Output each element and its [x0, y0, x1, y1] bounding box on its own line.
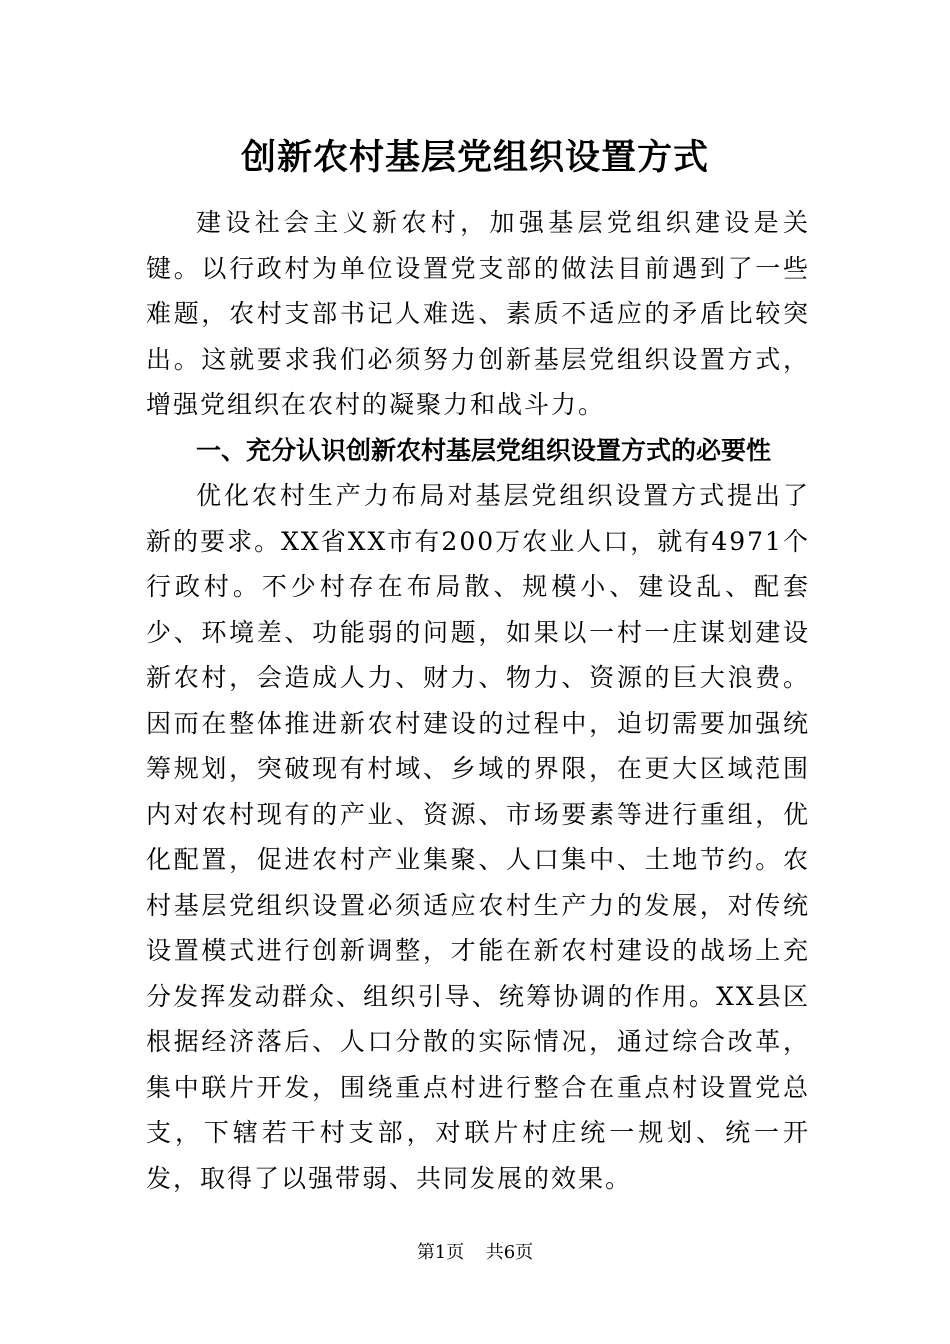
intro-paragraph: 建设社会主义新农村，加强基层党组织建设是关键。以行政村为单位设置党支部的做法目前遇到了一些难题，农村支部书记人难选、素质不适应的矛盾比较突出。这就要求我们必须努力创新基层党组织设置方式，增强党组织在农村的凝聚力和战斗力。	[146, 208, 810, 419]
section-heading: 一、充分认识创新农村基层党组织设置方式的必要性	[196, 435, 772, 465]
page-number: 第1页	[416, 1242, 465, 1263]
page-total: 共6页	[485, 1242, 534, 1263]
document-body	[146, 200, 810, 1201]
page-footer	[0, 1241, 950, 1265]
document-title: 创新农村基层党组织设置方式	[240, 137, 709, 178]
body-paragraph: 优化农村生产力布局对基层党组织设置方式提出了新的要求。XX省XX市有200万农业人口，就有4971个行政村。不少村存在布局散、规模小、建设乱、配套少、环境差、功能弱的问题，如果以一村一庄谋划建设新农村，会造成人力、财力、物力、资源的巨大浪费。因而在整体推进新农村建设的过程中，迫切需要加强统筹规划，突破现有村域、乡域的界限，在更大区域范围内对农村现有的产业、资源、市场要素等进行重组，优化配置，促进农村产业集聚、人口集中、土地节约。农村基层党组织设置必须适应农村生产力的发展，对传统设置模式进行创新调整，才能在新农村建设的战场上充分发挥发动群众、组织引导、统筹协调的作用。XX县区根据经济落后、人口分散的实际情况，通过综合改革，集中联片开发，围绕重点村进行整合在重点村设置党总支，下辖若干村支部，对联片村庄统一规划、统一开发，取得了以强带弱、共同发展的效果。	[146, 481, 810, 1193]
